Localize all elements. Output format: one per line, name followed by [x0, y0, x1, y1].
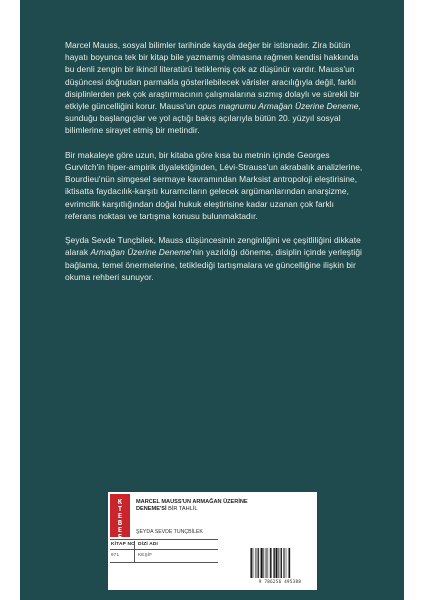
blurb-text: [65, 39, 365, 295]
dizi-adi-label: DİZİ ADI: [138, 542, 159, 547]
barcode-bar: [260, 548, 261, 578]
publisher-logo-letter: E: [117, 533, 123, 541]
isbn-number: 9 786256 495388: [258, 579, 302, 584]
barcode-bar: [281, 548, 282, 578]
blurb-italic-title: opus magnumu Armağan Üzerine Deneme,: [197, 101, 361, 112]
barcode-bar: [258, 548, 259, 578]
kitap-no-label: KİTAP NO: [111, 542, 136, 547]
publisher-logo-letters: [110, 499, 130, 541]
barcode-bar: [278, 548, 279, 578]
barcode-bar: [276, 548, 278, 578]
divider-line: [110, 549, 218, 550]
barcode: [250, 548, 310, 578]
barcode-bar: [265, 548, 266, 578]
author-name: ŞEYDA SEVDE TUNÇBİLEK: [136, 529, 203, 535]
barcode-bar: [268, 548, 269, 578]
divider-line: [110, 562, 218, 563]
barcode-bar: [283, 548, 284, 578]
divider-line: [110, 539, 218, 540]
blurb-paragraph-1: Marcel Mauss, sosyal bilimler tarihinde kayda değer bir istisnadır. Zira bütün hayatı boyunca tek bir kitap bile yazmamış olmasına rağmen kendisi hakkında bu denli zengin bir ikincil literatürü tetiklemiş çok az düşünür vardır. Mauss'un düşüncesi doğrudan parmakla gösterilebilecek vârisler aracılığıyla değil, farklı disiplinlerden pek çok araştırmacının çalışmalarına sızmış dolaylı ve sürekli bir etkiyle güncelliğini korur. Mauss'un opus magnumu Armağan Üzerine Deneme, sunduğu başlangıçlar ve yol açtığı bakış açılarıyla bütün 20. yüzyıl sosyal bilimlerine sirayet etmiş bir metindir.: [65, 40, 361, 136]
publisher-logo-letter: E: [117, 526, 123, 534]
barcode-bar: [251, 548, 252, 578]
publisher-logo-letter: B: [117, 519, 123, 527]
back-cover: [20, 0, 404, 600]
barcode-bar: [253, 548, 254, 578]
blurb-italic-title-2: Armağan Üzerine Deneme: [90, 247, 191, 258]
barcode-bar: [250, 548, 251, 578]
publisher-logo-letter: E: [117, 512, 123, 520]
publisher-logo: [110, 494, 130, 541]
publisher-logo-letter: T: [117, 505, 123, 513]
barcode-bar: [257, 548, 258, 578]
series-title-bold: MARCEL MAUSS'UN ARMAĞAN ÜZERİNE DENEME'Sİ: [136, 499, 248, 512]
barcode-bar: [273, 548, 274, 578]
blurb-paragraph-3: Şeyda Sevde Tunçbilek, Mauss düşüncesinin zenginliğini ve çeşitliliğini dikkate alarak Armağan Üzerine Deneme'nin yazıldığı döneme, disiplin içinde yerleştiği bağlama, temel önermelerine, tetiklediği tartışmalara ve güncelliğine ilişkin bir okuma rehberi sunuyor.: [65, 235, 362, 282]
barcode-bar: [289, 548, 290, 578]
series-title: [136, 499, 256, 512]
barcode-bar: [271, 548, 272, 578]
barcode-bar: [267, 548, 268, 578]
series-title-rest: BİR TAHLİL: [166, 505, 198, 512]
barcode-bar: [280, 548, 281, 578]
blurb-paragraph-2: Bir makaleye göre uzun, bir kitaba göre kısa bu metnin içinde Georges Gurvitch'in hiper-ampirik diyalektiğinden, Lévi-Strauss'un akrabalık analizlerine, Bourdieu'nün simgesel sermaye kavramından Marksist antropoloji eleştirisine, iktisatta faydacılık-karşıtı kuramcıların gelecek argümanlarından anarşizme, evrimcilik karşıtlığından doğal hukuk eleştirisine kadar uzanan çok farklı referans noktası ve tartışma konusu bulunmaktadır.: [65, 149, 363, 221]
barcode-bar: [288, 548, 289, 578]
book-info-box: [108, 492, 317, 590]
barcode-bar: [286, 548, 287, 578]
publisher-logo-letter: K: [117, 498, 123, 506]
dizi-adi-value: KEŞİF: [138, 552, 153, 557]
barcode-bar: [255, 548, 256, 578]
barcode-bar: [270, 548, 271, 578]
divider-line-vertical: [134, 541, 135, 563]
barcode-bar: [263, 548, 264, 578]
barcode-bar: [261, 548, 263, 578]
barcode-bar: [274, 548, 275, 578]
kitap-no-value: 971: [111, 552, 120, 557]
barcode-bar: [284, 548, 285, 578]
